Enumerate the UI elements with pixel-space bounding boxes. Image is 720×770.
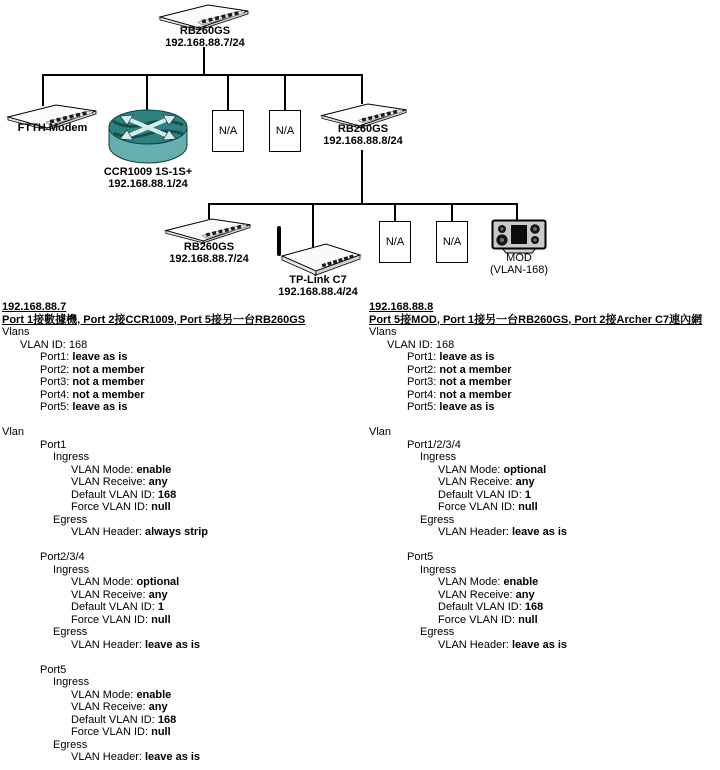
blank-line	[2, 539, 352, 552]
prop-label: VLAN Mode:	[71, 463, 134, 476]
membership-line	[369, 364, 719, 377]
na-label: N/A	[442, 236, 462, 248]
port-label: Port4:	[407, 388, 437, 401]
port-value: leave as is	[439, 351, 495, 363]
ccr-router-ip: 192.168.88.1/24	[108, 178, 188, 190]
prop-line	[369, 489, 719, 502]
prop-label: VLAN Mode:	[71, 688, 134, 701]
connector-line	[361, 150, 363, 203]
prop-label: VLAN Mode:	[71, 576, 134, 588]
port-label: Port1:	[40, 351, 70, 363]
low-switch-name: RB260GS	[183, 241, 235, 253]
connector-line	[284, 76, 286, 110]
prop-line	[369, 501, 719, 514]
prop-value: enable	[136, 463, 172, 476]
prop-line	[369, 614, 719, 627]
membership-line	[369, 351, 719, 364]
port-value: not a member	[439, 388, 512, 401]
panel-ip-heading: 192.168.88.8	[369, 301, 434, 313]
prop-line	[2, 589, 352, 602]
prop-label: Default VLAN ID:	[71, 488, 155, 501]
prop-label: Force VLAN ID:	[71, 613, 149, 626]
prop-line	[2, 464, 352, 477]
port-value: not a member	[72, 376, 145, 388]
placeholder-box	[379, 221, 411, 263]
port-label: Port2:	[40, 363, 70, 376]
prop-value: optional	[503, 463, 547, 476]
port-label: Port4:	[40, 388, 70, 401]
port-group-name: Port1	[40, 438, 67, 451]
prop-label: VLAN Header:	[71, 751, 142, 763]
prop-value: null	[518, 501, 538, 513]
ingress-label: Ingress	[53, 451, 90, 463]
prop-label: VLAN Header:	[438, 526, 509, 538]
prop-line	[2, 714, 352, 727]
connector-line	[361, 76, 363, 104]
prop-label: VLAN Receive:	[438, 588, 513, 601]
port-group-name: Port2/3/4	[40, 551, 85, 563]
vlan-section-label: Vlan	[2, 426, 25, 438]
connector-line	[394, 205, 396, 221]
egress-label: Egress	[420, 513, 455, 526]
port-value: not a member	[439, 376, 512, 388]
prop-value: leave as is	[145, 638, 201, 651]
vlans-section-label: Vlans	[369, 326, 397, 338]
na-label: N/A	[218, 125, 238, 137]
prop-label: Force VLAN ID:	[438, 501, 516, 513]
prop-value: any	[148, 701, 168, 713]
prop-value: leave as is	[512, 526, 568, 538]
prop-value: always strip	[145, 526, 208, 538]
prop-label: Force VLAN ID:	[71, 501, 149, 513]
connector-line	[203, 47, 205, 75]
prop-line	[2, 639, 352, 652]
prop-line	[369, 526, 719, 539]
router-icon	[106, 108, 190, 166]
prop-value: 168	[524, 601, 544, 613]
prop-value: null	[518, 613, 538, 626]
prop-line	[2, 501, 352, 514]
prop-line	[2, 601, 352, 614]
prop-value: null	[151, 726, 171, 738]
vlan-id-line: VLAN ID: 168	[387, 338, 455, 351]
prop-value: null	[151, 613, 171, 626]
membership-line	[2, 401, 352, 414]
prop-line	[2, 476, 352, 489]
prop-value: 1	[157, 601, 164, 613]
port-label: Port5:	[40, 401, 70, 413]
membership-line	[2, 376, 352, 389]
port-value: not a member	[72, 388, 145, 401]
mod-vlan: (VLAN-168)	[489, 264, 549, 276]
membership-line	[2, 351, 352, 364]
blank-line	[2, 651, 352, 664]
prop-value: 1	[524, 488, 531, 501]
prop-value: 168	[157, 488, 177, 501]
prop-line	[2, 526, 352, 539]
prop-value: enable	[136, 688, 172, 701]
port-label: Port3:	[40, 376, 70, 388]
port-group-name: Port5	[40, 663, 67, 676]
prop-label: VLAN Mode:	[438, 463, 501, 476]
prop-label: Default VLAN ID:	[71, 601, 155, 613]
membership-line	[2, 364, 352, 377]
ingress-label: Ingress	[53, 676, 90, 688]
egress-label: Egress	[53, 738, 88, 751]
panel-desc-heading: Port 1接數據機, Port 2接CCR1009, Port 5接另一台RB260GS	[2, 313, 306, 326]
connector-bus	[208, 203, 518, 205]
low-switch-ip: 192.168.88.7/24	[169, 253, 249, 265]
top-switch-name: RB260GS	[179, 25, 231, 37]
prop-label: VLAN Header:	[71, 526, 142, 538]
prop-value: any	[515, 588, 535, 601]
blank-line	[369, 539, 719, 552]
connector-line	[146, 76, 148, 110]
vlan-id-line: VLAN ID: 168	[20, 338, 88, 351]
prop-line	[2, 751, 352, 764]
prop-line	[2, 614, 352, 627]
prop-line	[369, 464, 719, 477]
config-panel-right	[369, 301, 719, 651]
prop-label: VLAN Header:	[438, 638, 509, 651]
prop-value: optional	[136, 576, 180, 588]
prop-value: any	[148, 588, 168, 601]
blank-line	[369, 414, 719, 427]
mid-switch-name: RB260GS	[337, 123, 389, 135]
membership-line	[369, 376, 719, 389]
prop-value: null	[151, 501, 171, 513]
membership-line	[369, 389, 719, 402]
port-group-name: Port1/2/3/4	[407, 438, 461, 451]
na-label: N/A	[275, 125, 295, 137]
prop-label: VLAN Receive:	[438, 476, 513, 488]
wireless-router-icon	[270, 224, 365, 276]
placeholder-box	[436, 221, 468, 263]
mod-settop-icon	[491, 219, 547, 255]
prop-value: enable	[503, 576, 539, 588]
prop-label: Default VLAN ID:	[438, 601, 522, 613]
connector-line	[42, 76, 44, 106]
port-value: leave as is	[72, 401, 128, 413]
connector-line	[451, 205, 453, 221]
switch-icon	[164, 216, 252, 244]
ftth-modem-name: FTTH Modem	[17, 122, 88, 134]
mid-switch-ip: 192.168.88.8/24	[323, 135, 403, 147]
connector-bus	[42, 74, 363, 76]
prop-line	[2, 726, 352, 739]
connector-line	[227, 76, 229, 110]
prop-label: Default VLAN ID:	[438, 488, 522, 501]
placeholder-box	[269, 110, 301, 152]
panel-desc-heading: Port 5接MOD, Port 1接另一台RB260GS, Port 2接Archer C7連內網	[369, 313, 703, 326]
prop-label: VLAN Receive:	[71, 701, 146, 713]
ingress-label: Ingress	[420, 563, 457, 576]
tplink-ip: 192.168.88.4/24	[278, 286, 358, 298]
prop-label: Default VLAN ID:	[71, 713, 155, 726]
prop-line	[2, 489, 352, 502]
placeholder-box	[212, 110, 244, 152]
membership-line	[369, 401, 719, 414]
vlan-section-label: Vlan	[369, 426, 392, 438]
prop-line	[369, 601, 719, 614]
tplink-name: TP-Link C7	[289, 274, 347, 286]
vlans-section-label: Vlans	[2, 326, 30, 338]
egress-label: Egress	[53, 513, 88, 526]
prop-label: VLAN Receive:	[71, 588, 146, 601]
top-switch-ip: 192.168.88.7/24	[165, 37, 245, 49]
prop-line	[369, 639, 719, 652]
prop-line	[369, 589, 719, 602]
port-label: Port5:	[407, 401, 437, 413]
prop-line	[369, 576, 719, 589]
na-label: N/A	[385, 236, 405, 248]
prop-line	[2, 576, 352, 589]
panel-ip-heading: 192.168.88.7	[2, 301, 67, 313]
port-value: not a member	[439, 363, 512, 376]
prop-value: leave as is	[512, 638, 568, 651]
egress-label: Egress	[53, 626, 88, 638]
prop-value: any	[515, 476, 535, 488]
port-value: leave as is	[439, 401, 495, 413]
prop-label: Force VLAN ID:	[438, 613, 516, 626]
ingress-label: Ingress	[420, 451, 457, 463]
prop-value: 168	[157, 713, 177, 726]
prop-line	[2, 701, 352, 714]
mod-name: MOD	[506, 252, 532, 264]
port-label: Port2:	[407, 363, 437, 376]
prop-value: leave as is	[145, 751, 201, 763]
membership-line	[2, 389, 352, 402]
port-value: leave as is	[72, 351, 128, 363]
egress-label: Egress	[420, 626, 455, 638]
prop-label: Force VLAN ID:	[71, 726, 149, 738]
port-label: Port3:	[407, 376, 437, 388]
config-panel-left	[2, 301, 352, 764]
port-group-name: Port5	[407, 551, 434, 563]
prop-label: VLAN Receive:	[71, 476, 146, 488]
prop-line	[2, 689, 352, 702]
connector-line	[516, 205, 518, 220]
ccr-router-name: CCR1009 1S-1S+	[103, 166, 193, 178]
ingress-label: Ingress	[53, 563, 90, 576]
port-value: not a member	[72, 363, 145, 376]
prop-line	[369, 476, 719, 489]
port-label: Port1:	[407, 351, 437, 363]
blank-line	[2, 414, 352, 427]
prop-value: any	[148, 476, 168, 488]
prop-label: VLAN Mode:	[438, 576, 501, 588]
prop-label: VLAN Header:	[71, 638, 142, 651]
